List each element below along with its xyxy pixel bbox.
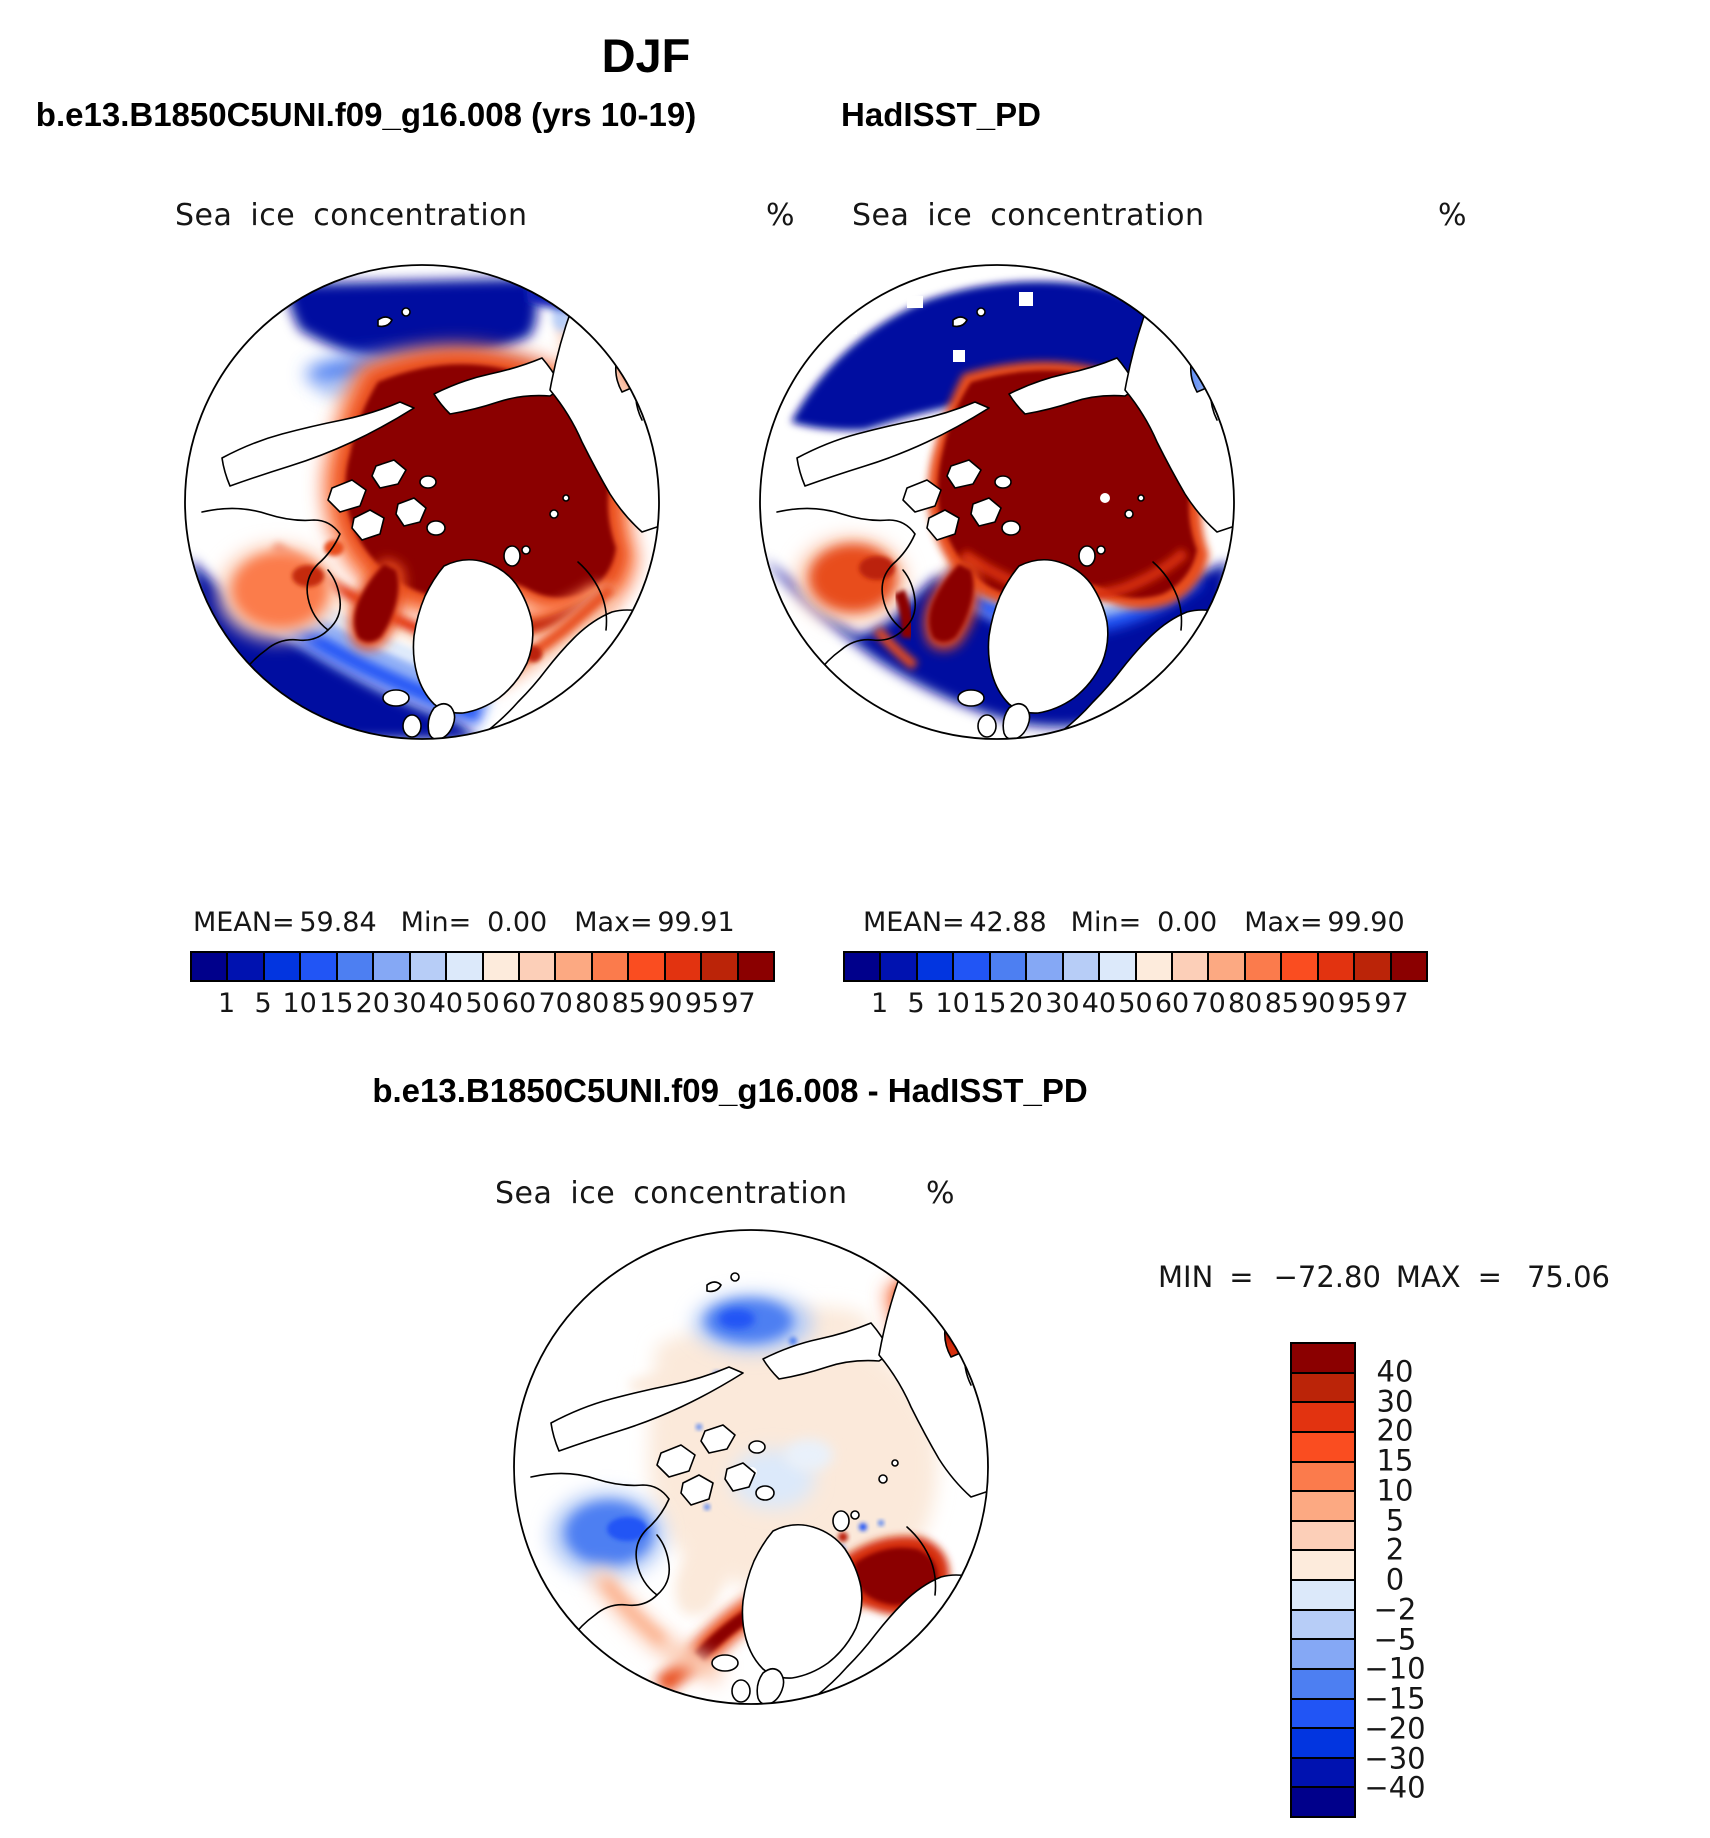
colorbar-cell	[1292, 1522, 1354, 1552]
colorbar-tick-label: 5	[254, 988, 272, 1019]
colorbar-cell	[1100, 953, 1136, 980]
colorbar-tick-label: 95	[1337, 988, 1373, 1019]
figure-title: DJF	[601, 29, 691, 82]
diff-max-label: MAX	[1395, 1260, 1461, 1294]
colorbar-cell	[484, 953, 520, 980]
model-colorbar-ticks	[190, 988, 775, 1020]
obs-colorbar-ticks	[843, 988, 1428, 1020]
colorbar-cell	[991, 953, 1027, 980]
colorbar-tick-label: 60	[1154, 988, 1190, 1019]
colorbar-cell	[702, 953, 738, 980]
colorbar-tick-label: 95	[684, 988, 720, 1019]
model-units-label: %	[766, 198, 795, 233]
diff-field-label: Sea ice concentration	[495, 1176, 848, 1211]
colorbar-cell	[192, 953, 228, 980]
colorbar-cell	[374, 953, 410, 980]
colorbar-tick-label: 2	[1385, 1532, 1405, 1567]
colorbar-cell	[301, 953, 337, 980]
colorbar-tick-label: 20	[1376, 1413, 1414, 1448]
diff-map	[511, 1227, 991, 1707]
model-map	[182, 262, 662, 742]
colorbar-cell	[1319, 953, 1355, 980]
colorbar-cell	[1392, 953, 1426, 980]
min-value: 0.00	[1157, 907, 1218, 938]
colorbar-cell	[954, 953, 990, 980]
diff-title: b.e13.B1850C5UNI.f09_g16.008 - HadISST_PD	[372, 1072, 1088, 1109]
colorbar-cell	[1292, 1788, 1354, 1816]
colorbar-tick-label: 70	[538, 988, 573, 1019]
diff-colorbar	[1290, 1342, 1356, 1818]
colorbar-tick-label: 1	[217, 988, 236, 1019]
min-label: Min=	[400, 907, 472, 938]
colorbar-cell	[1173, 953, 1209, 980]
colorbar-tick-label: 70	[1191, 988, 1226, 1019]
min-label: Min=	[1070, 907, 1142, 938]
obs-units-label: %	[1438, 198, 1467, 233]
colorbar-tick-label: −5	[1373, 1621, 1417, 1656]
colorbar-cell	[520, 953, 556, 980]
colorbar-tick-label: 20	[1008, 988, 1043, 1019]
colorbar-cell	[1292, 1581, 1354, 1611]
mean-value: 42.88	[969, 907, 1047, 938]
colorbar-cell	[629, 953, 665, 980]
colorbar-tick-label: 20	[355, 988, 390, 1019]
diff-minmax	[1158, 1260, 1610, 1294]
equals-sign: =	[1477, 1260, 1502, 1294]
diff-min-label: MIN	[1158, 1260, 1214, 1294]
colorbar-cell	[1292, 1611, 1354, 1641]
diff-min-value: −72.80	[1273, 1260, 1381, 1294]
colorbar-cell	[1292, 1374, 1354, 1404]
colorbar-tick-label: 80	[1228, 988, 1263, 1019]
diff-colorbar-ticks	[1360, 1342, 1430, 1818]
colorbar-tick-label: 30	[1376, 1383, 1414, 1418]
colorbar-cell	[1292, 1759, 1354, 1789]
colorbar-tick-label: 90	[1301, 988, 1336, 1019]
colorbar-cell	[556, 953, 592, 980]
equals-sign: =	[1229, 1260, 1254, 1294]
colorbar-tick-label: 40	[1081, 988, 1117, 1019]
colorbar-cell	[1292, 1403, 1354, 1433]
colorbar-cell	[666, 953, 702, 980]
colorbar-cell	[881, 953, 917, 980]
colorbar-tick-label: −20	[1364, 1711, 1426, 1746]
colorbar-cell	[1292, 1551, 1354, 1581]
min-value: 0.00	[487, 907, 548, 938]
colorbar-cell	[1292, 1640, 1354, 1670]
colorbar-cell	[1246, 953, 1282, 980]
max-label: Max=	[1244, 907, 1323, 938]
colorbar-cell	[228, 953, 264, 980]
colorbar-cell	[1292, 1492, 1354, 1522]
colorbar-cell	[1292, 1700, 1354, 1730]
obs-colorbar	[843, 951, 1428, 982]
colorbar-cell	[1292, 1344, 1354, 1374]
colorbar-tick-label: −30	[1364, 1740, 1426, 1775]
colorbar-tick-label: 15	[972, 988, 1007, 1019]
model-stats	[193, 907, 735, 938]
colorbar-tick-label: 5	[1385, 1502, 1405, 1537]
colorbar-tick-label: 10	[1376, 1473, 1414, 1508]
colorbar-tick-label: −40	[1364, 1770, 1426, 1805]
colorbar-cell	[918, 953, 954, 980]
colorbar-tick-label: 0	[1385, 1562, 1405, 1597]
colorbar-tick-label: 1	[870, 988, 889, 1019]
colorbar-cell	[1027, 953, 1063, 980]
colorbar-cell	[338, 953, 374, 980]
colorbar-tick-label: 10	[282, 988, 317, 1019]
diff-map-fields	[514, 1230, 989, 1705]
colorbar-tick-label: 50	[1118, 988, 1153, 1019]
colorbar-cell	[1292, 1433, 1354, 1463]
colorbar-tick-label: 40	[428, 988, 464, 1019]
colorbar-cell	[1137, 953, 1173, 980]
colorbar-tick-label: 60	[501, 988, 537, 1019]
max-label: Max=	[574, 907, 653, 938]
obs-subtitle: HadISST_PD	[841, 96, 1041, 133]
colorbar-cell	[1292, 1463, 1354, 1493]
colorbar-tick-label: 85	[611, 988, 646, 1019]
colorbar-tick-label: −10	[1364, 1651, 1426, 1686]
model-subtitle: b.e13.B1850C5UNI.f09_g16.008 (yrs 10-19)	[35, 96, 697, 133]
colorbar-tick-label: 15	[319, 988, 354, 1019]
colorbar-cell	[1064, 953, 1100, 980]
diff-max-value: 75.06	[1526, 1260, 1610, 1294]
mean-label: MEAN=	[193, 907, 295, 938]
colorbar-cell	[739, 953, 773, 980]
colorbar-tick-label: 10	[935, 988, 970, 1019]
colorbar-cell	[265, 953, 301, 980]
diff-units-label: %	[926, 1176, 955, 1211]
max-value: 99.91	[657, 907, 735, 938]
colorbar-tick-label: 30	[392, 988, 427, 1019]
colorbar-cell	[593, 953, 629, 980]
colorbar-cell	[1282, 953, 1318, 980]
colorbar-tick-label: 50	[465, 988, 500, 1019]
colorbar-tick-label: 90	[648, 988, 683, 1019]
colorbar-tick-label: 15	[1376, 1443, 1414, 1478]
model-colorbar	[190, 951, 775, 982]
colorbar-tick-label: −2	[1373, 1592, 1417, 1627]
mean-value: 59.84	[299, 907, 377, 938]
obs-stats	[863, 907, 1405, 938]
colorbar-cell	[1355, 953, 1391, 980]
colorbar-tick-label: 80	[575, 988, 610, 1019]
colorbar-tick-label: 97	[1374, 988, 1409, 1019]
colorbar-cell	[1292, 1729, 1354, 1759]
colorbar-tick-label: 30	[1045, 988, 1080, 1019]
colorbar-cell	[845, 953, 881, 980]
colorbar-tick-label: 97	[721, 988, 756, 1019]
colorbar-tick-label: 5	[907, 988, 925, 1019]
colorbar-tick-label: 40	[1376, 1354, 1414, 1389]
colorbar-cell	[411, 953, 447, 980]
colorbar-cell	[1292, 1670, 1354, 1700]
colorbar-cell	[1209, 953, 1245, 980]
obs-map	[757, 262, 1237, 742]
max-value: 99.90	[1327, 907, 1405, 938]
obs-field-label: Sea ice concentration	[852, 198, 1205, 233]
colorbar-tick-label: −15	[1364, 1681, 1426, 1716]
colorbar-tick-label: 85	[1264, 988, 1299, 1019]
mean-label: MEAN=	[863, 907, 965, 938]
colorbar-cell	[447, 953, 483, 980]
model-field-label: Sea ice concentration	[175, 198, 528, 233]
